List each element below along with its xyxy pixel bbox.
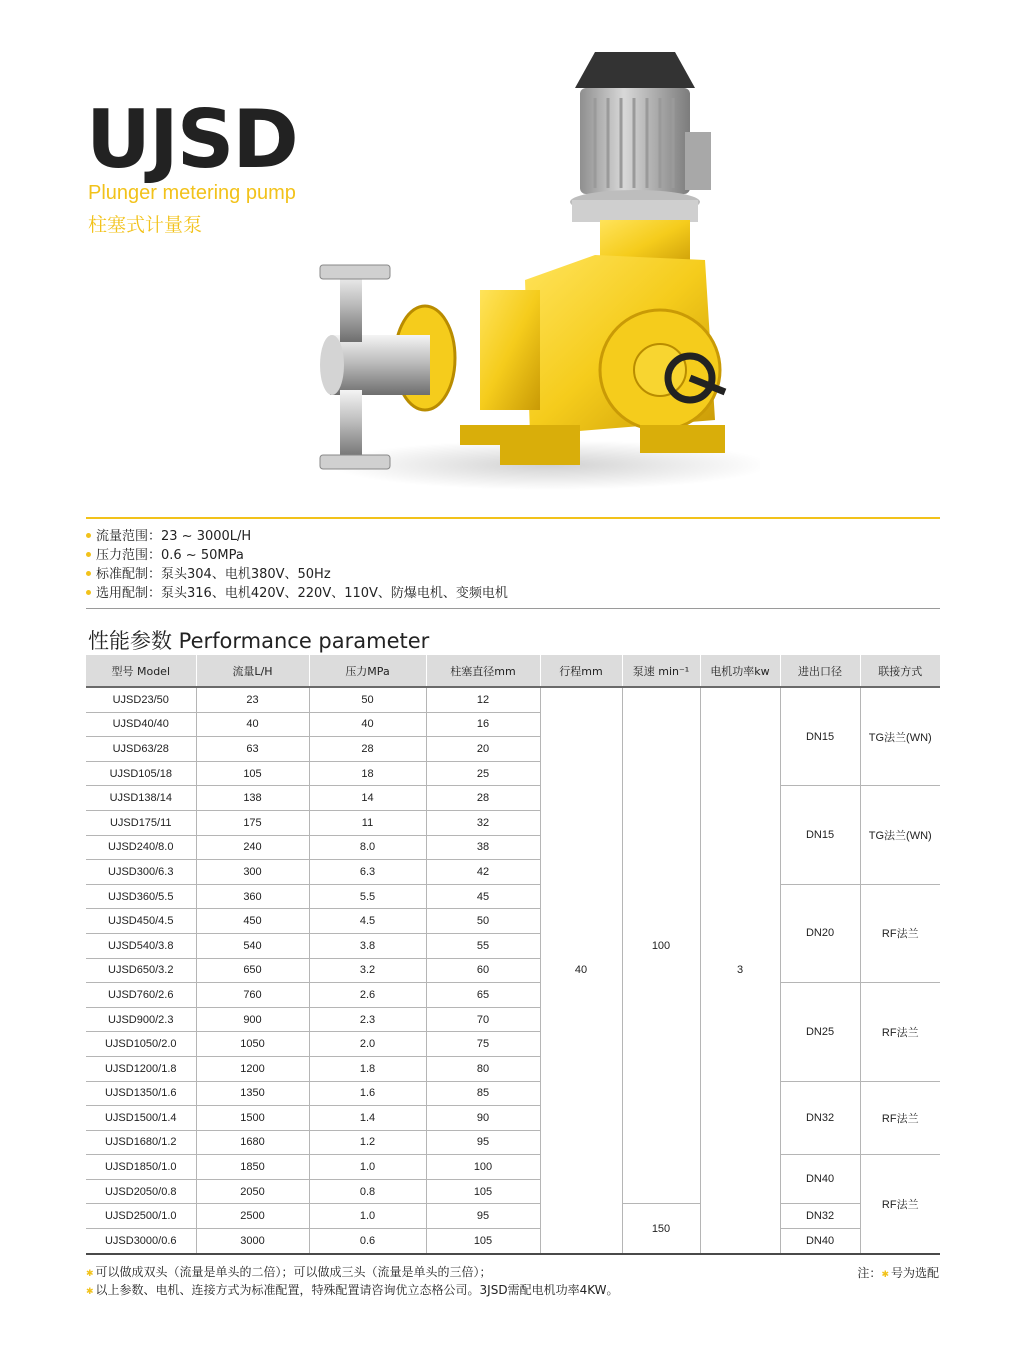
table-header-row — [86, 655, 940, 687]
col-header-connection: 联接方式 — [860, 655, 940, 687]
cell-model: UJSD650/3.2 — [86, 958, 196, 983]
cell-connection: RF法兰 — [860, 1155, 940, 1254]
cell-flow: 1680 — [196, 1130, 309, 1155]
cell-flow: 1850 — [196, 1155, 309, 1180]
cell-pressure: 1.0 — [309, 1204, 426, 1229]
product-model-title: UJSD — [86, 93, 297, 186]
optional-legend: 注：✱ 号为选配 — [857, 1266, 939, 1280]
cell-model: UJSD450/4.5 — [86, 909, 196, 934]
col-header-port-size: 进出口径 — [780, 655, 860, 687]
cell-model: UJSD1200/1.8 — [86, 1056, 196, 1081]
product-subtitle-en: Plunger metering pump — [88, 182, 296, 204]
table-row — [86, 1081, 940, 1106]
cell-flow: 540 — [196, 933, 309, 958]
cell-flow: 2050 — [196, 1179, 309, 1204]
col-header-plunger-diameter: 柱塞直径mm — [426, 655, 540, 687]
footnotes — [86, 1264, 619, 1300]
cell-model: UJSD1500/1.4 — [86, 1106, 196, 1131]
table-row — [86, 1155, 940, 1180]
cell-flow: 175 — [196, 810, 309, 835]
cell-port-size: DN40 — [780, 1155, 860, 1204]
table-row — [86, 884, 940, 909]
cell-pressure: 6.3 — [309, 860, 426, 885]
cell-flow: 900 — [196, 1007, 309, 1032]
footnote-item: ✱ 可以做成双头（流量是单头的二倍）；可以做成三头（流量是单头的三倍）； — [86, 1265, 492, 1279]
cell-plunger-diameter: 55 — [426, 933, 540, 958]
pump-product-image — [310, 40, 760, 500]
cell-model: UJSD240/8.0 — [86, 835, 196, 860]
cell-pressure: 0.6 — [309, 1229, 426, 1254]
cell-pressure: 2.0 — [309, 1032, 426, 1057]
cell-model: UJSD23/50 — [86, 687, 196, 712]
cell-pressure: 4.5 — [309, 909, 426, 934]
cell-connection: RF法兰 — [860, 983, 940, 1081]
cell-model: UJSD175/11 — [86, 810, 196, 835]
cell-plunger-diameter: 25 — [426, 761, 540, 786]
cell-flow: 650 — [196, 958, 309, 983]
cell-model: UJSD300/6.3 — [86, 860, 196, 885]
cell-model: UJSD138/14 — [86, 786, 196, 811]
cell-stroke: 40 — [540, 687, 622, 1254]
cell-pressure: 14 — [309, 786, 426, 811]
cell-plunger-diameter: 16 — [426, 712, 540, 737]
cell-pressure: 18 — [309, 761, 426, 786]
cell-pressure: 28 — [309, 737, 426, 762]
cell-flow: 3000 — [196, 1229, 309, 1254]
cell-pressure: 3.8 — [309, 933, 426, 958]
col-header-motor-power: 电机功率kw — [700, 655, 780, 687]
cell-pressure: 2.6 — [309, 983, 426, 1008]
cell-model: UJSD3000/0.6 — [86, 1229, 196, 1254]
cell-plunger-diameter: 90 — [426, 1106, 540, 1131]
cell-flow: 300 — [196, 860, 309, 885]
cell-plunger-diameter: 85 — [426, 1081, 540, 1106]
cell-flow: 1200 — [196, 1056, 309, 1081]
product-subtitle-cn: 柱塞式计量泵 — [88, 214, 203, 236]
cell-plunger-diameter: 95 — [426, 1204, 540, 1229]
cell-pressure: 50 — [309, 687, 426, 712]
spec-item: 选用配制：泵头316、电机420V、220V、110V、防爆电机、变频电机 — [86, 584, 508, 603]
cell-flow: 1050 — [196, 1032, 309, 1057]
bullet-icon — [86, 571, 91, 576]
cell-flow: 40 — [196, 712, 309, 737]
cell-plunger-diameter: 100 — [426, 1155, 540, 1180]
cell-plunger-diameter: 45 — [426, 884, 540, 909]
cell-model: UJSD40/40 — [86, 712, 196, 737]
cell-plunger-diameter: 95 — [426, 1130, 540, 1155]
cell-model: UJSD760/2.6 — [86, 983, 196, 1008]
cell-pressure: 40 — [309, 712, 426, 737]
cell-pressure: 1.4 — [309, 1106, 426, 1131]
cell-model: UJSD360/5.5 — [86, 884, 196, 909]
cell-speed: 100 — [622, 687, 700, 1204]
footnote-item: ✱ 以上参数、电机、连接方式为标准配置，特殊配置请咨询优立态格公司。3JSD需配电机功率4KW。 — [86, 1283, 619, 1297]
cell-pressure: 1.2 — [309, 1130, 426, 1155]
cell-pressure: 1.8 — [309, 1056, 426, 1081]
cell-plunger-diameter: 42 — [426, 860, 540, 885]
cell-pressure: 5.5 — [309, 884, 426, 909]
cell-model: UJSD105/18 — [86, 761, 196, 786]
cell-plunger-diameter: 20 — [426, 737, 540, 762]
cell-plunger-diameter: 12 — [426, 687, 540, 712]
col-header-speed: 泵速 min⁻¹ — [622, 655, 700, 687]
cell-port-size: DN32 — [780, 1204, 860, 1229]
cell-flow: 63 — [196, 737, 309, 762]
col-header-stroke: 行程mm — [540, 655, 622, 687]
cell-model: UJSD1680/1.2 — [86, 1130, 196, 1155]
cell-flow: 450 — [196, 909, 309, 934]
spec-list — [86, 527, 508, 603]
cell-port-size: DN15 — [780, 786, 860, 884]
cell-port-size: DN40 — [780, 1229, 860, 1254]
star-icon: ✱ — [86, 1269, 94, 1279]
cell-plunger-diameter: 75 — [426, 1032, 540, 1057]
cell-motor-power: 3 — [700, 687, 780, 1254]
cell-port-size: DN20 — [780, 884, 860, 982]
cell-model: UJSD2050/0.8 — [86, 1179, 196, 1204]
cell-plunger-diameter: 105 — [426, 1229, 540, 1254]
cell-flow: 360 — [196, 884, 309, 909]
col-header-pressure: 压力MPa — [309, 655, 426, 687]
table-row — [86, 983, 940, 1008]
spec-item: 标准配制：泵头304、电机380V、50Hz — [86, 565, 508, 584]
cell-plunger-diameter: 38 — [426, 835, 540, 860]
section-divider-yellow — [86, 517, 940, 519]
cell-plunger-diameter: 32 — [426, 810, 540, 835]
section-divider-grey — [86, 608, 940, 609]
cell-flow: 2500 — [196, 1204, 309, 1229]
cell-port-size: DN15 — [780, 687, 860, 786]
col-header-flow: 流量L/H — [196, 655, 309, 687]
table-row — [86, 1229, 940, 1254]
section-title: 性能参数 Performance parameter — [88, 629, 430, 653]
cell-pressure: 2.3 — [309, 1007, 426, 1032]
cell-model: UJSD2500/1.0 — [86, 1204, 196, 1229]
cell-plunger-diameter: 70 — [426, 1007, 540, 1032]
spec-item: 压力范围：0.6 ~ 50MPa — [86, 546, 508, 565]
cell-connection: RF法兰 — [860, 884, 940, 982]
cell-port-size: DN32 — [780, 1081, 860, 1155]
cell-pressure: 3.2 — [309, 958, 426, 983]
cell-pressure: 11 — [309, 810, 426, 835]
cell-pressure: 8.0 — [309, 835, 426, 860]
cell-flow: 105 — [196, 761, 309, 786]
cell-model: UJSD63/28 — [86, 737, 196, 762]
cell-plunger-diameter: 50 — [426, 909, 540, 934]
cell-pressure: 1.6 — [309, 1081, 426, 1106]
cell-model: UJSD1350/1.6 — [86, 1081, 196, 1106]
performance-table-container — [86, 655, 940, 1255]
cell-connection: RF法兰 — [860, 1081, 940, 1155]
bullet-icon — [86, 552, 91, 557]
star-icon: ✱ — [86, 1287, 94, 1297]
cell-flow: 1500 — [196, 1106, 309, 1131]
cell-model: UJSD1050/2.0 — [86, 1032, 196, 1057]
table-row — [86, 1204, 940, 1229]
cell-flow: 1350 — [196, 1081, 309, 1106]
cell-port-size: DN25 — [780, 983, 860, 1081]
cell-connection: TG法兰(WN) — [860, 687, 940, 786]
cell-pressure: 1.0 — [309, 1155, 426, 1180]
cell-flow: 760 — [196, 983, 309, 1008]
cell-plunger-diameter: 65 — [426, 983, 540, 1008]
star-icon: ✱ — [881, 1270, 889, 1280]
bullet-icon — [86, 533, 91, 538]
cell-model: UJSD540/3.8 — [86, 933, 196, 958]
cell-plunger-diameter: 60 — [426, 958, 540, 983]
cell-plunger-diameter: 80 — [426, 1056, 540, 1081]
spec-item: 流量范围：23 ~ 3000L/H — [86, 527, 508, 546]
cell-plunger-diameter: 28 — [426, 786, 540, 811]
cell-speed: 150 — [622, 1204, 700, 1254]
bullet-icon — [86, 590, 91, 595]
cell-flow: 23 — [196, 687, 309, 712]
cell-connection: TG法兰(WN) — [860, 786, 940, 884]
cell-flow: 240 — [196, 835, 309, 860]
cell-flow: 138 — [196, 786, 309, 811]
cell-model: UJSD900/2.3 — [86, 1007, 196, 1032]
col-header-model: 型号 Model — [86, 655, 196, 687]
cell-plunger-diameter: 105 — [426, 1179, 540, 1204]
table-row — [86, 786, 940, 811]
cell-pressure: 0.8 — [309, 1179, 426, 1204]
table-row — [86, 687, 940, 712]
cell-model: UJSD1850/1.0 — [86, 1155, 196, 1180]
performance-table — [86, 655, 940, 1255]
